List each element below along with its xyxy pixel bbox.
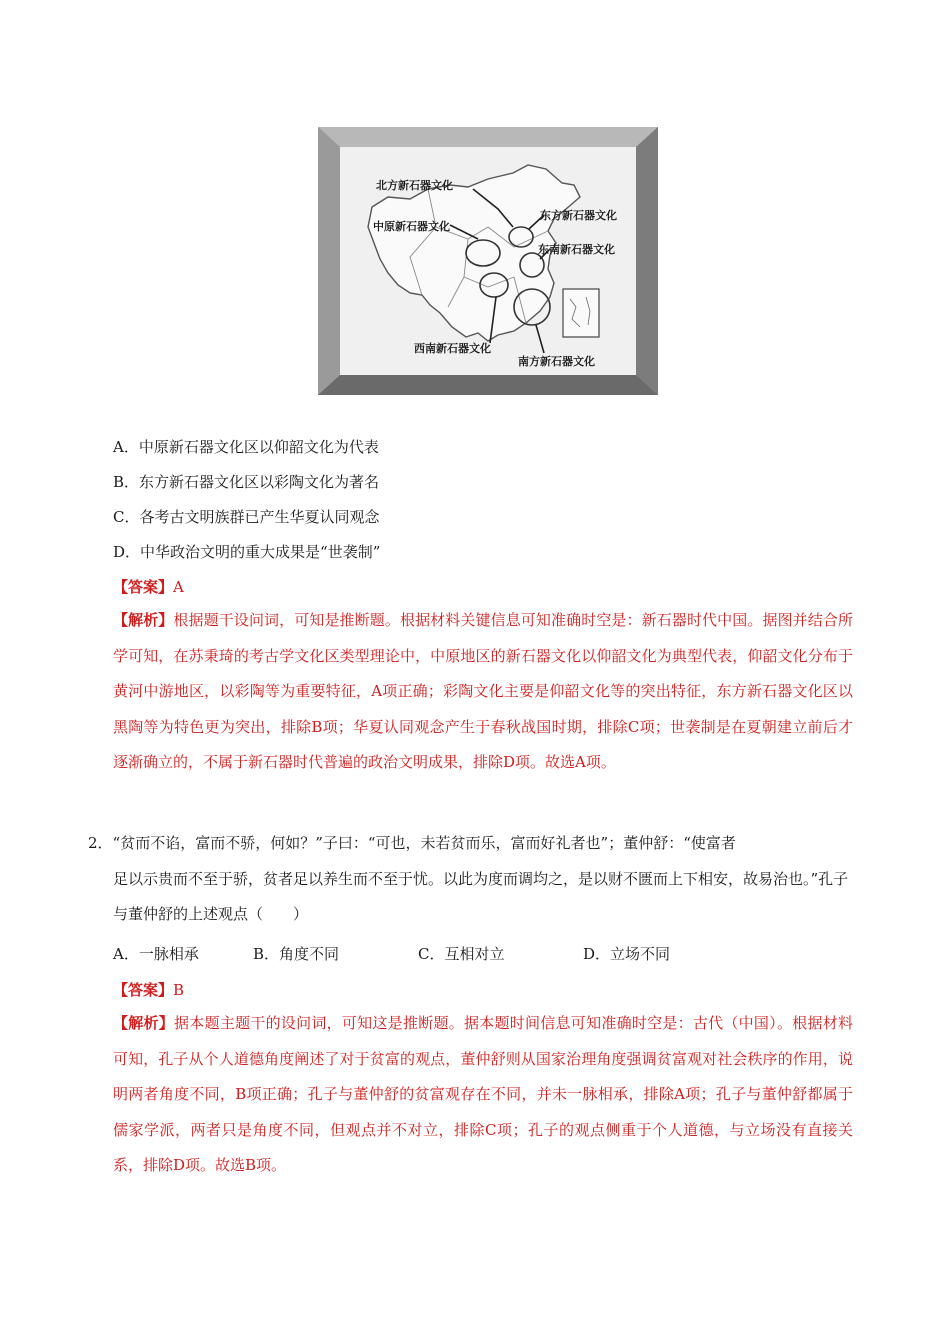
q2-analysis-label: 【解析】 [113, 1014, 175, 1032]
q2-stem-rest: 足以示贵而不至于骄，贫者足以养生而不至于忧。以此为度而调均之，是以财不匮而上下相安，故易治也。”孔子与董仲舒的上述观点（ ） [113, 869, 849, 924]
q2-option-c: C．互相对立 [418, 945, 505, 963]
q2-stem-first: “贫而不谄，富而不骄，何如？”子曰：“可也，未若贫而乐，富而好礼者也”；董仲舒：“使富者 [112, 834, 736, 852]
q1-option-c: C．各考古文明族群已产生华夏认同观念 [113, 508, 380, 526]
q2-analysis-text: 据本题主题干的设问词，可知这是推断题。据本题时间信息可知准确时空是：古代（中国）。根据材料可知，孔子从个人道德角度阐述了对于贫富的观点，董仲舒则从国家治理角度强调贫富观对社会秩序的作用，说明两者角度不同，B项正确；孔子与董仲舒的贫富观存在不同，并未一脉相承，排除A项；孔子与董仲舒都属于儒家学派，两者只是角度不同，但观点并不对立，排除C项；孔子的观点侧重于个人道德，与立场没有直接关系，排除D项。故选B项。 [113, 1014, 853, 1175]
q2-answer [113, 980, 184, 1000]
q1-analysis-text: 根据题干设问词，可知是推断题。根据材料关键信息可知准确时空是：新石器时代中国。据图并结合所学可知，在苏秉琦的考古学文化区类型理论中，中原地区的新石器文化以仰韶文化为典型代表，仰韶文化分布于黄河中游地区，以彩陶等为重要特征，A项正确；彩陶文化主要是仰韶文化等的突出特征，东方新石器文化区以黑陶等为特色更为突出，排除B项；华夏认同观念产生于春秋战国时期，排除C项；世袭制是在夏朝建立前后才逐渐确立的，不属于新石器时代普遍的政治文明成果，排除D项。故选A项。 [113, 611, 853, 772]
label-south: 南方新石器文化 [518, 355, 595, 368]
q2-option-b: B．角度不同 [253, 945, 340, 963]
q1-answer-label: 【答案】 [113, 578, 174, 596]
q2-answer-label: 【答案】 [113, 981, 174, 999]
q2-analysis [113, 1006, 853, 1184]
label-southwest: 西南新石器文化 [414, 342, 491, 355]
q2-option-d: D．立场不同 [583, 945, 671, 963]
q1-option-a: A．中原新石器文化区以仰韶文化为代表 [113, 438, 379, 456]
q2-stem [88, 826, 853, 933]
neolithic-culture-map-figure [318, 127, 658, 395]
q1-analysis [113, 603, 853, 781]
q1-option-d: D．中华政治文明的重大成果是“世袭制” [113, 543, 381, 561]
q1-option-b: B．东方新石器文化区以彩陶文化为著名 [113, 473, 380, 491]
label-north: 北方新石器文化 [376, 179, 453, 192]
label-central: 中原新石器文化 [373, 220, 450, 233]
q2-number: 2． [88, 834, 113, 852]
label-southeast: 东南新石器文化 [538, 243, 615, 256]
q2-option-a: A．一脉相承 [113, 945, 199, 963]
q1-analysis-label: 【解析】 [113, 611, 174, 629]
q2-answer-value: B [173, 981, 185, 999]
south-sea-inset [563, 289, 599, 337]
q1-answer-value: A [173, 578, 184, 596]
q1-answer [113, 577, 184, 597]
label-east: 东方新石器文化 [540, 209, 617, 222]
map-svg [318, 127, 658, 395]
